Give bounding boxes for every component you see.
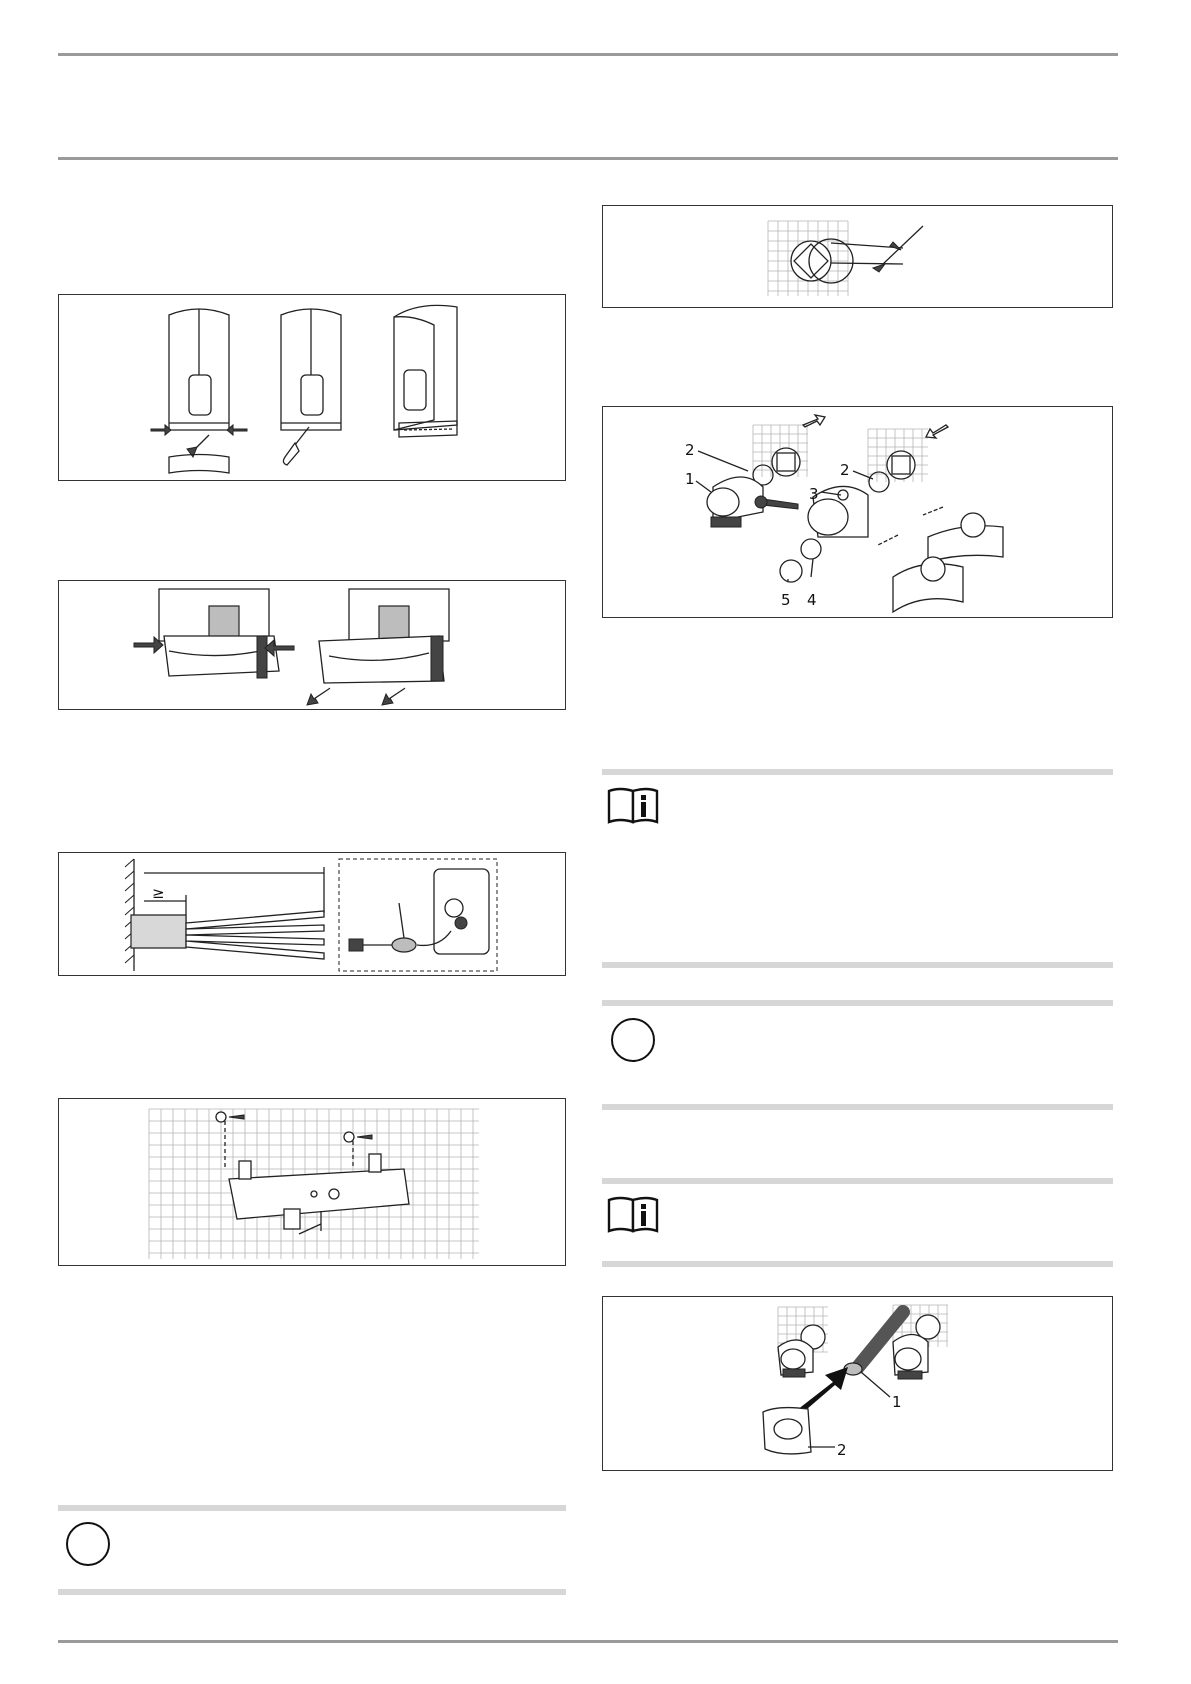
- pipe-label-4: 4: [807, 591, 817, 609]
- strip-length-label: ≥: [152, 884, 165, 902]
- pipe-connections-drawing: [603, 407, 1114, 619]
- protective-plug-drawing: [603, 1297, 1114, 1472]
- pipe-label-3: 3: [809, 485, 819, 503]
- nipple-projection-drawing: [603, 206, 1114, 309]
- plug-label-2: 2: [837, 1441, 847, 1459]
- note-band-bottom-left: [58, 1589, 566, 1595]
- note-band-top-right-3: [602, 1178, 1113, 1184]
- pipe-label-2-left: 2: [685, 441, 695, 459]
- mounting-plate-drawing: [59, 1099, 567, 1267]
- note-band-bottom-right-3: [602, 1261, 1113, 1267]
- note-band-top-right-1: [602, 769, 1113, 775]
- figure-protective-plug: [602, 1296, 1113, 1471]
- cable-stripping-drawing: [59, 853, 567, 977]
- figure-nipple-projection: [602, 205, 1113, 308]
- circle-note-icon: [64, 1520, 112, 1568]
- note-band-top-left: [58, 1505, 566, 1511]
- note-band-bottom-right-1: [602, 962, 1113, 968]
- pipe-label-2-right: 2: [840, 461, 850, 479]
- cover-removal-drawing: [59, 295, 567, 482]
- pipe-label-1: 1: [685, 470, 695, 488]
- figure-pipe-connections: [602, 406, 1113, 618]
- frame-release-drawing: [59, 581, 567, 711]
- pipe-label-5: 5: [781, 591, 791, 609]
- plug-label-1: 1: [892, 1393, 902, 1411]
- manual-info-icon: [606, 1194, 660, 1234]
- header-rule: [58, 157, 1118, 160]
- figure-cover-removal: [58, 294, 566, 481]
- circle-note-icon: [609, 1016, 657, 1064]
- note-band-bottom-right-2: [602, 1104, 1113, 1110]
- note-band-top-right-2: [602, 1000, 1113, 1006]
- figure-mounting-plate: [58, 1098, 566, 1266]
- footer-rule: [58, 1640, 1118, 1643]
- figure-frame-release: [58, 580, 566, 710]
- figure-cable-stripping: [58, 852, 566, 976]
- top-rule: [58, 53, 1118, 56]
- manual-info-icon: [606, 785, 660, 825]
